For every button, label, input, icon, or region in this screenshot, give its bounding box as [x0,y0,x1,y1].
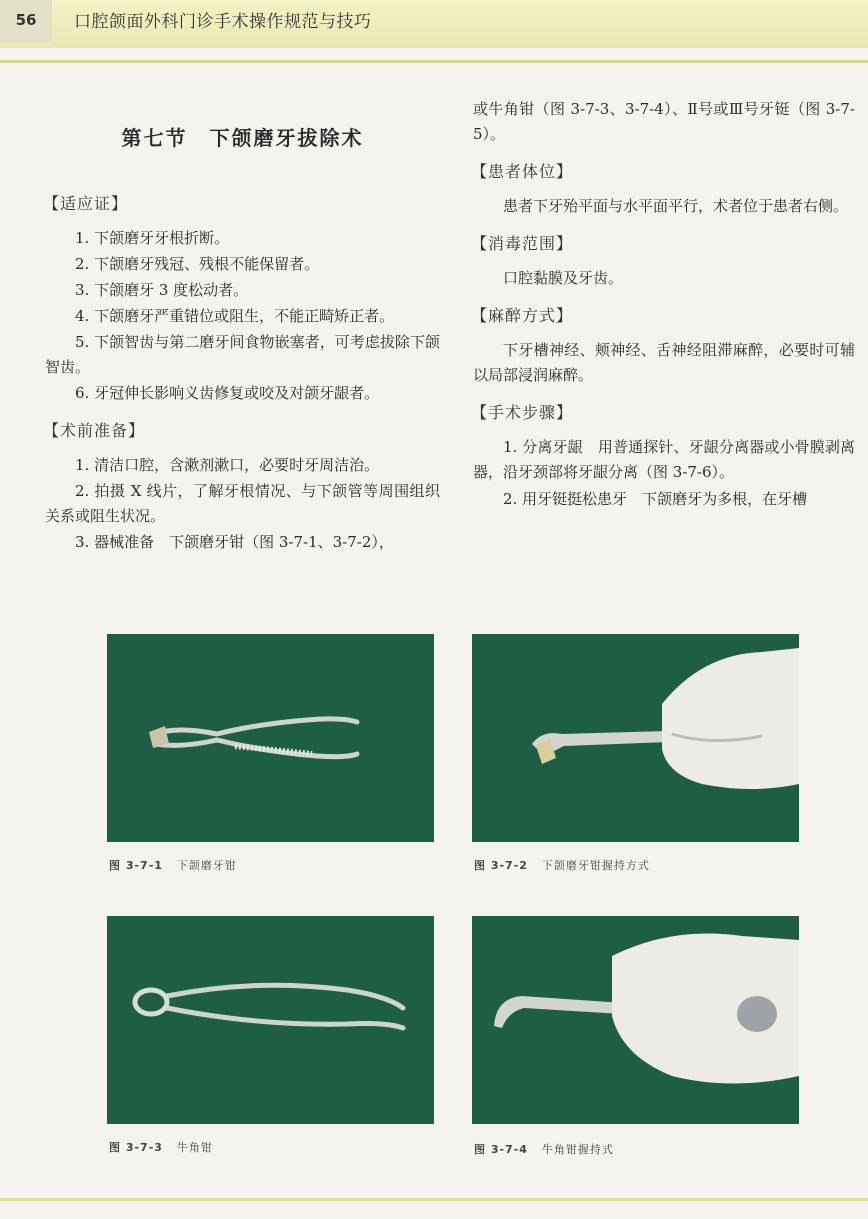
figure-caption-text: 牛角钳握持式 [541,1143,614,1156]
anesthesia-heading: 【麻醉方式】 [471,306,574,325]
continued-text: 或牛角钳（图 3-7-3、3-7-4）、Ⅱ号或Ⅲ号牙铤（图 3-7-5）。 [473,100,855,143]
steps-heading: 【手术步骤】 [471,403,574,422]
figure-caption [474,1141,614,1157]
anesthesia-text: 下牙槽神经、颊神经、舌神经阻滞麻醉，必要时可辅以局部浸润麻醉。 [473,341,855,384]
indication-item: 3. 下颌磨牙 3 度松动者。 [75,281,249,299]
left-column [45,120,440,556]
book-title: 口腔颌面外科门诊手术操作规范与技巧 [74,12,372,32]
indication-item: 2. 下颌磨牙残冠、残根不能保留者。 [75,255,320,273]
indication-item: 1. 下颌磨牙牙根折断。 [75,229,230,247]
figure-photo-forceps-grip [472,634,799,842]
indication-item: 6. 牙冠伸长影响义齿修复或咬及对颌牙龈者。 [75,384,380,402]
prep-item: 1. 清洁口腔，含漱剂漱口，必要时牙周洁治。 [75,456,380,474]
prep-heading: 【术前准备】 [43,421,146,440]
indication-item: 5. 下颌智齿与第二磨牙间食物嵌塞者，可考虑拔除下颌智齿。 [45,333,440,376]
prep-item: 2. 拍摄 X 线片，了解牙根情况、与下颌管等周围组织关系或阻生状况。 [45,482,440,525]
header-rule [0,60,868,63]
position-text: 患者下牙殆平面与水平面平行，术者位于患者右侧。 [503,197,849,215]
figure-caption-text: 下颌磨牙钳 [176,859,237,872]
figure-caption-text: 牛角钳 [176,1141,213,1154]
section-title: 第七节 下颌磨牙拔除术 [121,126,364,150]
position-heading: 【患者体位】 [471,162,574,181]
figure-number: 图 3-7-3 [109,1141,163,1154]
figure-photo-cowhorn [107,916,434,1124]
prep-item: 3. 器械准备 下颌磨牙钳（图 3-7-1、3-7-2）， [75,533,394,551]
figure-caption [474,857,650,873]
figure-caption [109,1139,213,1155]
page-number: 56 [0,0,52,42]
indication-item: 4. 下颌磨牙严重错位或阻生，不能正畸矫正者。 [75,307,395,325]
disinfection-text: 口腔黏膜及牙齿。 [503,269,624,287]
figure-caption [109,857,237,873]
step-item: 2. 用牙铤挺松患牙 下颌磨牙为多根，在牙槽 [503,490,808,508]
figure-number: 图 3-7-4 [474,1143,528,1156]
figure-photo-forceps [107,634,434,842]
running-header [0,0,868,48]
right-column [473,97,855,514]
figure-number: 图 3-7-2 [474,859,528,872]
figure-photo-cowhorn-grip [472,916,799,1124]
step-item: 1. 分离牙龈 用普通探针、牙龈分离器或小骨膜剥离器，沿牙颈部将牙龈分离（图 3-7-6）。 [473,438,855,481]
figure-number: 图 3-7-1 [109,859,163,872]
indications-heading: 【适应证】 [43,194,129,213]
figure-caption-text: 下颌磨牙钳握持方式 [541,859,650,872]
footer-rule [0,1198,868,1201]
disinfection-heading: 【消毒范围】 [471,234,574,253]
